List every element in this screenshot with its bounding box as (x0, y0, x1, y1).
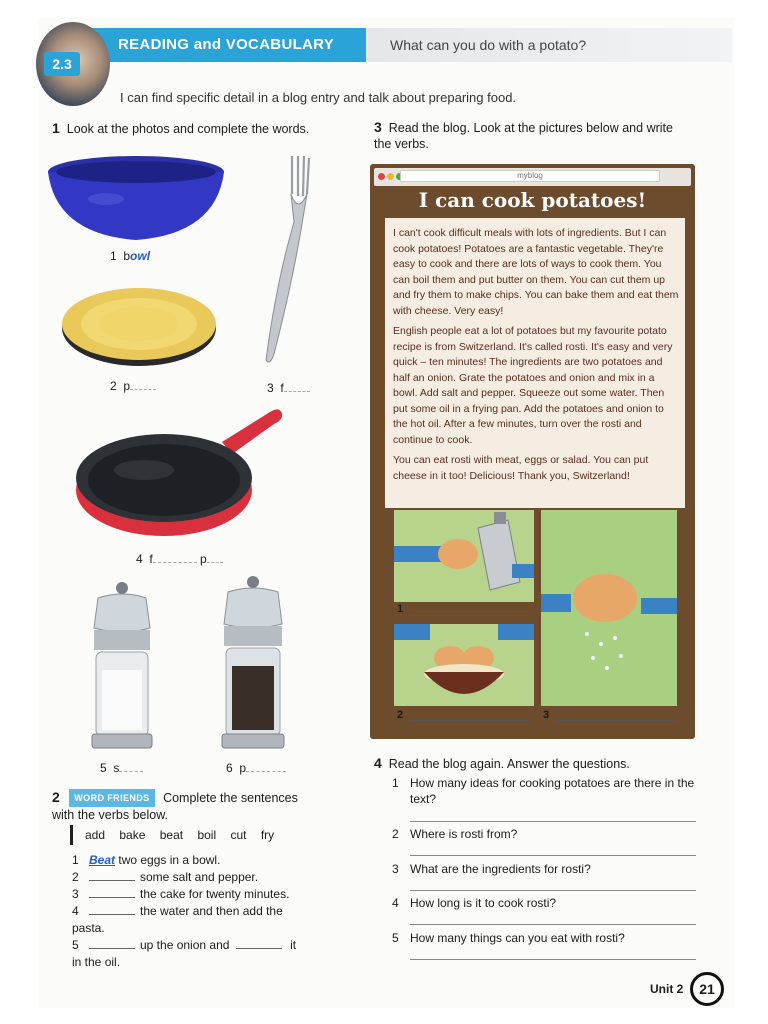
item-label-1: 1 bowl (110, 249, 151, 263)
exercise-2-heading (52, 789, 322, 823)
item-label-6: 6 p (226, 761, 286, 775)
picture-answer-line[interactable] (556, 720, 676, 721)
exercise-number: 2 (52, 789, 60, 805)
fork-photo (262, 154, 312, 368)
squeezing-potato-picture (541, 510, 677, 706)
sentence-item: 1 Beat two eggs in a bowl. (72, 853, 221, 867)
item-label-4: 4 f p (136, 552, 223, 566)
word-bank-item: cut (230, 828, 247, 842)
exercise-instruction: Complete the sentences with the verbs below. (52, 791, 298, 822)
blog-title: I can cook potatoes! (418, 188, 647, 212)
answer-blank[interactable] (89, 869, 135, 881)
picture-answer-line[interactable] (410, 615, 530, 616)
lesson-question: What can you do with a potato? (390, 37, 587, 53)
pepper-mill-photo (214, 574, 292, 750)
picture-number: 3 (543, 709, 550, 721)
sentence-item: 4 the water and then add the (72, 904, 283, 918)
sentence-item: 5 up the onion and it (72, 938, 297, 952)
answer-line[interactable] (410, 924, 696, 925)
picture-number: 2 (397, 709, 404, 721)
salt-shaker-photo (84, 580, 160, 750)
word-bank-item: add (85, 828, 106, 842)
frying-pan-photo (74, 404, 286, 540)
handwritten-answer: owl (130, 249, 151, 263)
exercise-3-heading (374, 119, 684, 152)
item-label-2: 2 p (110, 379, 156, 393)
sentence-item: 2 some salt and pepper. (72, 870, 259, 884)
sentence-list: 1 Beat two eggs in a bowl. 2 some salt and pepper. 3 the cake for twenty minutes. 4 the water and then add the pasta. 5 up the onion and it in the oil. (72, 852, 332, 971)
word-bank-item: bake (119, 828, 146, 842)
answer-blank[interactable] (89, 903, 135, 915)
mixing-bowl-picture (394, 624, 534, 706)
word-bank (70, 825, 285, 845)
section-title: READING and VOCABULARY (118, 36, 335, 53)
grating-potato-picture (394, 510, 534, 602)
word-friends-badge: WORD FRIENDS (69, 789, 154, 807)
exercise-instruction: Read the blog again. Answer the questions. (388, 757, 630, 771)
answer-blank[interactable] (89, 937, 135, 949)
exercise-instruction: Look at the photos and complete the words. (66, 122, 310, 136)
bowl-photo (46, 154, 226, 244)
exercise-number: 1 (52, 120, 60, 136)
close-dot-icon (378, 173, 385, 180)
plate-photo (60, 284, 218, 368)
lesson-objective: I can find specific detail in a blog entry and talk about preparing food. (120, 90, 517, 105)
item-label-5: 5 s (100, 761, 143, 775)
answer-line[interactable] (410, 890, 696, 891)
picture-answer-line[interactable] (410, 720, 530, 721)
page-number: 21 (690, 972, 724, 1006)
sentence-item: 3 the cake for twenty minutes. (72, 887, 290, 901)
answer-blank[interactable] (236, 937, 282, 949)
blog-body (385, 218, 685, 508)
lesson-number: 2.3 (44, 52, 80, 76)
blog-paragraph: English people eat a lot of potatoes but my favourite potato recipe is from Switzerland. It's called rosti. It's easy and very quick – ten minutes! The ingredients are two potatoes and half an onion. Grate the potatoes and onion and mix in a bowl. Add salt and pepper. Squeeze out some water. Then put some oil in a frying pan. Add the potatoes and onion to the hot oil. After a few minutes, turn over the rosti and continue to cook. (393, 325, 673, 446)
browser-url: myblog (400, 170, 660, 182)
word-bank-item: fry (260, 828, 275, 842)
handwritten-answer: Beat (89, 853, 116, 867)
answer-line[interactable] (410, 821, 696, 822)
blog-paragraph: I can't cook difficult meals with lots of ingredients. But I can cook potatoes! Potatoes are a fantastic vegetable. They're easy to cook and there are lots of ways to cook them. You can boil them and put butter on them. You can cut them up and fry them to make chips. You can bake them and eat them with cheese. Very easy! (393, 227, 679, 317)
word-bank-item: boil (197, 828, 217, 842)
minimize-dot-icon (387, 173, 394, 180)
word-bank-item: beat (159, 828, 184, 842)
answer-line[interactable] (410, 855, 696, 856)
answer-blank[interactable] (89, 886, 135, 898)
answer-line[interactable] (410, 959, 696, 960)
item-label-3: 3 f (267, 381, 310, 395)
exercise-number: 4 (374, 755, 382, 771)
exercise-number: 3 (374, 119, 382, 135)
exercise-4-heading (374, 755, 630, 771)
blog-paragraph: You can eat rosti with meat, eggs or salad. You can put cheese in it too! Delicious! Thank you, Switzerland! (393, 454, 649, 482)
picture-number: 1 (397, 603, 404, 615)
exercise-instruction: Read the blog. Look at the pictures below and write the verbs. (374, 121, 673, 151)
exercise-1-heading (52, 120, 309, 136)
unit-label: Unit 2 (650, 982, 684, 996)
